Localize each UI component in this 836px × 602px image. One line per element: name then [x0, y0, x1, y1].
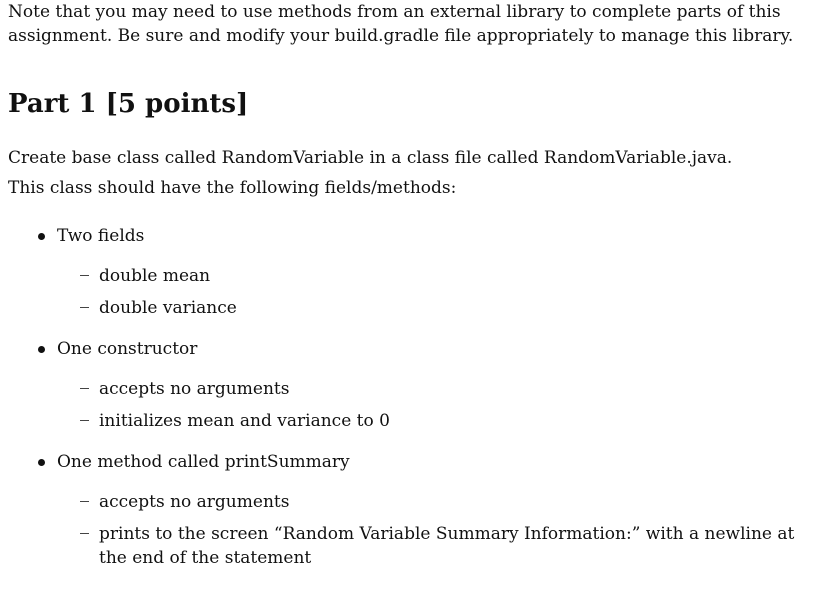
sub-item-label: double variance — [99, 298, 237, 318]
sub-item-label: accepts no arguments — [99, 492, 290, 512]
dash-icon — [80, 275, 89, 276]
dash-icon — [80, 501, 89, 502]
bullet-icon — [38, 459, 45, 466]
dash-icon — [80, 307, 89, 308]
bullet-icon — [38, 346, 45, 353]
document-page — [8, 0, 808, 568]
sub-item-label: accepts no arguments — [99, 379, 290, 399]
bullet-icon — [38, 233, 45, 240]
section-title: Part 1 [5 points] — [8, 89, 249, 119]
sub-item-label: initializes mean and variance to 0 — [99, 411, 390, 431]
description-paragraph-1: Create base class called RandomVariable in a class file called RandomVariable.java. — [8, 148, 733, 168]
dash-icon — [80, 388, 89, 389]
sub-item-label: prints to the screen “Random Variable Summary Information:” with a newline at the end of the statement — [99, 524, 795, 568]
intro-paragraph: Note that you may need to use methods from an external library to complete parts of this assignment. Be sure and modify your build.gradle file appropriately to manage this library. — [8, 2, 794, 46]
list-item-label: One constructor — [57, 339, 198, 359]
description-paragraph-2: This class should have the following fields/methods: — [8, 178, 457, 198]
list-item-label: One method called printSummary — [57, 452, 350, 472]
dash-icon — [80, 420, 89, 421]
sub-item-label: double mean — [99, 266, 211, 286]
dash-icon — [80, 533, 89, 534]
list-item-label: Two fields — [57, 226, 145, 246]
